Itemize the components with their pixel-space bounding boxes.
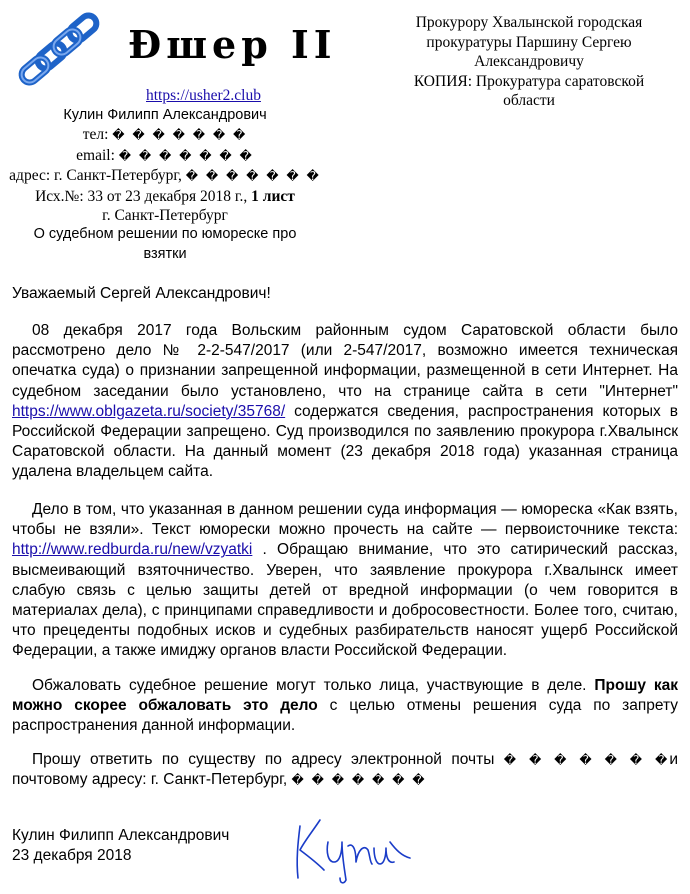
recipient-block bbox=[384, 13, 674, 111]
recipient-line-2: прокуратуры Паршину Сергею bbox=[426, 33, 632, 51]
recipient-line-1: Прокурору Хвалынской городская bbox=[415, 14, 643, 31]
reference-number: Исх.№: 33 от 23 декабря 2018 г., 1 лист bbox=[35, 187, 295, 205]
paragraph-3: Обжаловать судебное решение могут только лица, участвующие в деле. Прошу как можно скорее обжаловать это дело с целью отмены решения суда по запрету распространения данной информации. bbox=[12, 677, 678, 735]
greeting: Уважаемый Сергей Александрович! bbox=[12, 285, 271, 302]
sender-block bbox=[0, 106, 330, 264]
sender-phone: тел: � � � � � � � bbox=[82, 126, 248, 144]
footer-date: 23 декабря 2018 bbox=[12, 847, 132, 864]
recipient-line-5: области bbox=[503, 92, 555, 109]
site-link[interactable]: https://usher2.club bbox=[146, 87, 261, 104]
chain-link-logo-icon bbox=[14, 10, 106, 96]
sender-email: email: � � � � � � � bbox=[76, 146, 254, 164]
sender-city: г. Санкт-Петербург bbox=[102, 207, 228, 225]
brand-title: Ðшер II bbox=[128, 22, 337, 67]
recipient-line-3: Александровичу bbox=[474, 53, 584, 70]
footer-name: Кулин Филипп Александрович bbox=[12, 827, 230, 844]
paragraph-1: 08 декабря 2017 года Вольским районным судом Саратовской области было рассмотрено дело № 2-2-547/2017 (или 2-547/2017, возможно имеется техническая опечатка суда) о признании запрещенной информации, размещенной в сети Интернет. На судебном заседании было установлено, что на странице сайта в сети "Интернет" https://www.oblgazeta.ru/society/35768/ содержатся сведения, распространения которых в Российской Федерации запрещено. Суд производился по заявлению прокурора г.Хвалынск Саратовской области. На данный момент (23 декабря 2018 года) указанная страница удалена владельцем сайта. bbox=[12, 322, 678, 481]
subject-line-1: О судебном решении по юмореске про bbox=[33, 226, 297, 243]
sender-address: адрес: г. Санкт-Петербург, � � � � � � � bbox=[9, 167, 321, 185]
oblgazeta-link[interactable]: https://www.oblgazeta.ru/society/35768/ bbox=[12, 402, 286, 420]
sender-name: Кулин Филипп Александрович bbox=[63, 107, 267, 123]
paragraph-2: Дело в том, что указанная в данном решении суда информация — юмореска «Как взять, чтобы не взяли». Текст юморески можно прочесть на сайте — первоисточнике текста: http://www.redburda.ru/new/vzyatki . Обращаю внимание, что это сатирический рассказ, высмеивающий взяточничество. Уверен, что заявление прокурора г.Хвалынск имеет слабую связь с целью защиты детей от вредной информации (о чем говорится в материалах дела), с принципами справедливости и добросовестности. Более того, считаю, что прецеденты подобных исков и судебных разбирательств наносят ущерб Российской Федерации, а также имиджу органов власти Российской Федерации. bbox=[12, 501, 678, 660]
paragraph-4: Прошу ответить по существу по адресу электронной почты � � � � � � �и почтовому адресу: г. Санкт-Петербург, � � � � � � � bbox=[12, 751, 678, 789]
redburda-link[interactable]: http://www.redburda.ru/new/vzyatki bbox=[12, 541, 253, 559]
recipient-line-4: КОПИЯ: Прокуратура саратовской bbox=[413, 72, 645, 90]
subject-line-2: взятки bbox=[143, 245, 187, 262]
handwritten-signature-icon bbox=[286, 812, 416, 886]
footer-block bbox=[12, 826, 229, 866]
